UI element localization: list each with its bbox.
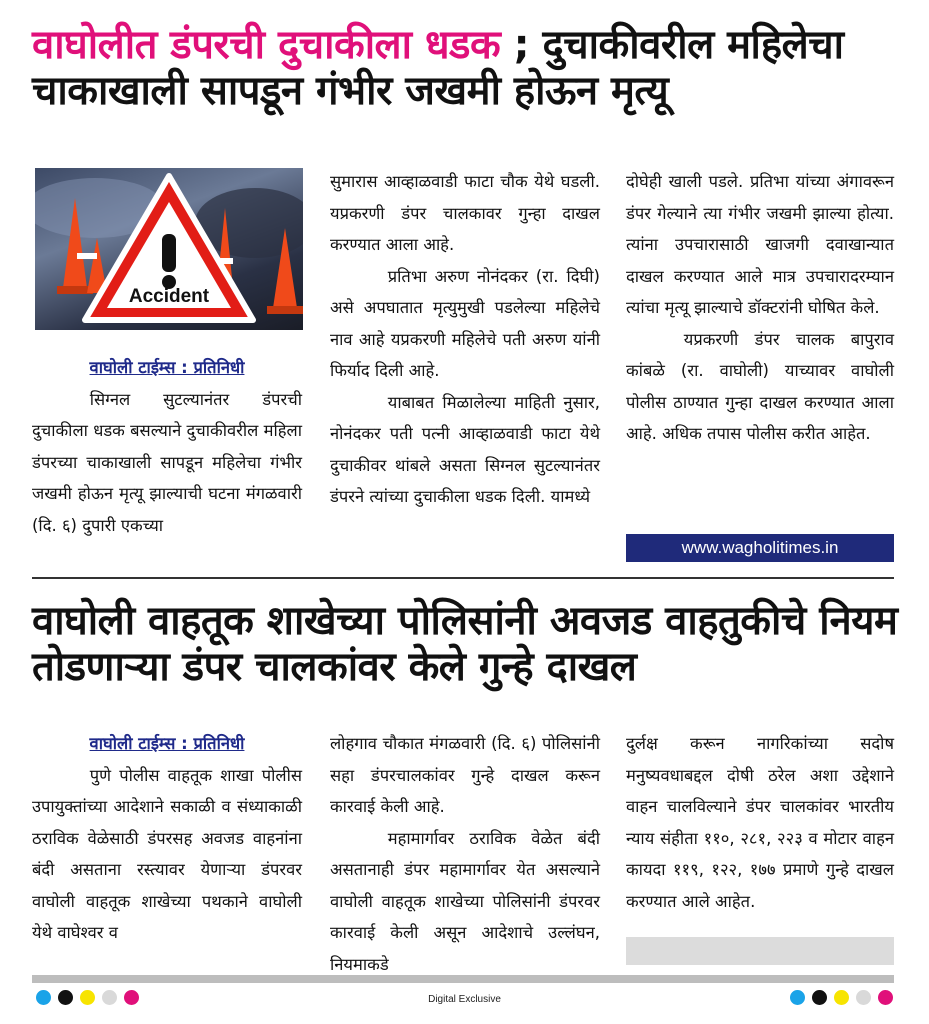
- registration-dot: [834, 990, 849, 1005]
- article1-paragraph: प्रतिभा अरुण नोनंदकर (रा. दिघी) असे अपघातात मृत्युमुखी पडलेल्या महिलेचे नाव आहे यप्रकरणी महिलेचे पती अरुण यांनी फिर्याद दिली आहे.: [330, 266, 600, 380]
- footer-label: Digital Exclusive: [428, 994, 501, 1005]
- article1-headline: [32, 22, 912, 114]
- website-banner[interactable]: www.wagholitimes.in: [626, 534, 894, 562]
- article2-column-2: [330, 728, 600, 980]
- accident-photo: [35, 168, 303, 330]
- article1-column-2: [330, 166, 600, 513]
- registration-dot: [878, 990, 893, 1005]
- section-divider: [32, 577, 894, 579]
- article1-paragraph: यप्रकरणी डंपर चालक बापुराव कांबळे (रा. वाघोली) याच्यावर वाघोली पोलीस ठाण्यात गुन्हा दाखल करण्यात आला आहे. अधिक तपास पोलीस करीत आहेत.: [626, 329, 894, 443]
- article2-byline: वाघोली टाईम्स : प्रतिनिधी: [89, 734, 245, 753]
- article2-paragraph: पुणे पोलीस वाहतूक शाखा पोलीस उपायुक्तांच्या आदेशाने सकाळी व संध्याकाळी ठराविक वेळेसाठी डंपरसह अवजड वाहनांना बंदी असताना रस्त्यावर येणाऱ्या डंपरवर वाघोली वाहतूक शाखेच्या पथकाने वाघोली येथे वाघेश्वर व: [32, 765, 302, 942]
- article1-headline-highlight: वाघोलीत डंपरची दुचाकीला धडक: [32, 22, 501, 68]
- article2-column-3: [626, 728, 894, 917]
- registration-dot: [856, 990, 871, 1005]
- article1-paragraph: सिग्नल सुटल्यानंतर डंपरची दुचाकीला धडक बसल्याने दुचाकीवरील महिला डंपरच्या चाकाखाली सापडून महिलेचा गंभीर जखमी होऊन मृत्यू झाल्याची घटना मंगळवारी (दि. ६) दुपारी एकच्या: [32, 389, 302, 535]
- article1-paragraph: सुमारास आव्हाळवाडी फाटा चौक येथे घडली. यप्रकरणी डंपर चालकावर गुन्हा दाखल करण्यात आला आहे.: [330, 172, 600, 254]
- article1-paragraph: दोघेही खाली पडले. प्रतिभा यांच्या अंगावरून डंपर गेल्याने त्या गंभीर जखमी झाल्या होत्या. त्यांना उपचारासाठी खाजगी दवाखान्यात दाखल करण्यात आले मात्र उपचारादरम्यान त्यांचा मृत्यू झाल्याचे डॉक्टरांनी घोषित केले.: [626, 172, 894, 317]
- registration-dot: [812, 990, 827, 1005]
- article2-headline: वाघोली वाहतूक शाखेच्या पोलिसांनी अवजड वाहतुकीचे नियम तोडणाऱ्या डंपर चालकांवर केले गुन्हे दाखल: [32, 598, 898, 690]
- article1-paragraph: याबाबत मिळालेल्या माहिती नुसार, नोनंदकर पती पत्नी आव्हाळवाडी फाटा येथे दुचाकीवर थांबले असता सिग्नल सुटल्यानंतर डंपरने त्यांच्या दुचाकीला धडक दिली. यामध्ये: [330, 392, 600, 506]
- article2-column-1: [32, 728, 302, 949]
- article2-paragraph: महामार्गावर ठराविक वेळेत बंदी असतानाही डंपर महामार्गावर येत असल्याने वाघोली वाहतूक शाखेच्या पोलिसांनी डंपरवर कारवाई केली असून आदेशाचे उल्लंघन, नियमाकडे: [330, 828, 600, 974]
- registration-marks-right: [790, 990, 893, 1005]
- accident-photo-label: Accident: [128, 286, 210, 307]
- article1-byline: वाघोली टाईम्स : प्रतिनिधी: [89, 358, 245, 377]
- article1-column-1: [32, 352, 302, 541]
- article2-paragraph: लोहगाव चौकात मंगळवारी (दि. ६) पोलिसांनी सहा डंपरचालकांवर गुन्हे दाखल करून कारवाई केली आहे.: [330, 734, 600, 816]
- article2-paragraph: दुर्लक्ष करून नागरिकांच्या सदोष मनुष्यवधाबद्दल दोषी ठरेल अशा उद्देशाने वाहन चालविल्याने डंपर चालकांवर भारतीय न्याय संहीता ११०, २८१, २२३ व मोटार वाहन कायदा ११९, १२२, १७७ प्रमाणे गुन्हे दाखल करण्यात आले आहेत.: [626, 734, 894, 911]
- accident-warning-icon: [35, 168, 303, 330]
- footer-bar: [32, 975, 894, 983]
- article1-column-3: [626, 166, 894, 450]
- article1-headline-rest: ; दुचाकीवरील महिलेचा चाकाखाली सापडून गंभीर जखमी होऊन मृत्यू: [32, 22, 844, 114]
- registration-dot: [790, 990, 805, 1005]
- blank-ad-slot: [626, 937, 894, 965]
